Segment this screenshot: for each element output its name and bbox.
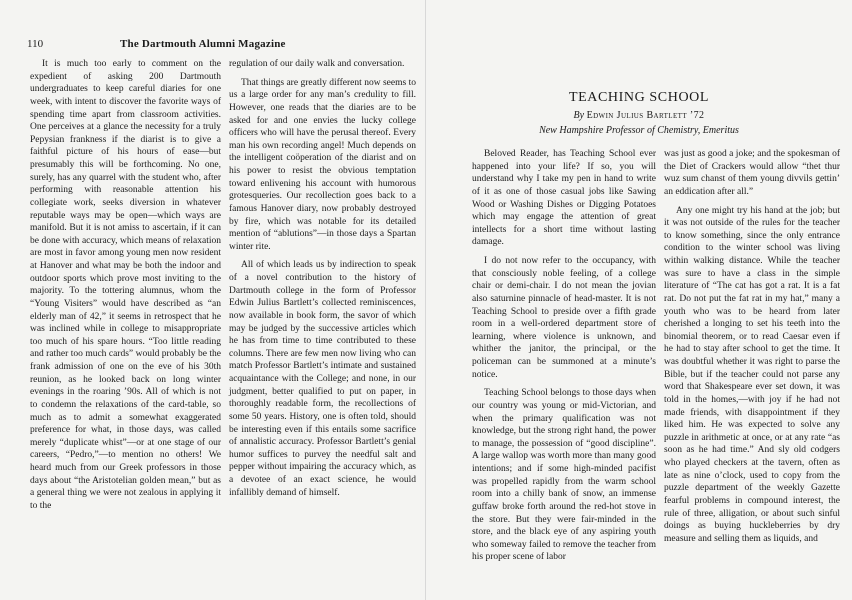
paragraph: That things are greatly different now seems to us a large order for any man’s credulity to fill. However, one reads that the diaries are to be asked for and one envies the lucky college officers who will have the perusal thereof. Every man his own recording angel! Much depends on the intelligent coöperation of the diarist and on his power to resist the obvious temptation toward enlivening his account with humorous grotesqueries. Our recollection goes back to a famous Hanover diary, now probably destroyed by fire, which was notable for its detailed mention of “ablutions”—in those days a Spartan winter rite. [229, 77, 416, 252]
paragraph: Any one might try his hand at the job; but it was not outside of the rules for the teacher to know something, since the only entrance condition to the winter school was living within walking distance. While the teacher was sure to have a class in the simple literature of “The cat has got a rat. It is a fat rat. Do not put the fat rat in my hat,” many a youth who was to be heard from later cherished a longing to set his teeth into the binomial theorem, or to read Caesar even if he had to stay after school to get the time. It was doubtful whether it was right to parse the Bible, but if the teacher could not parse any word that Shakespeare ever set down, it was told in the homes,—with joy if he had not made friends, with disappointment if they liked him. He was expected to solve any puzzle in arithmetic at once, or at any rate “as soon as he had time.” And sly old codgers who played checkers at the tavern, often as late as nine o’clock, used to copy from the puzzle department of the weekly Gazette fearful problems in compound interest, the rule of three, alligation, or about such sinful doings as buying huckleberries by dry measure and selling them as liquids, and [664, 205, 840, 544]
paragraph: Beloved Reader, has Teaching School ever happened into your life? If so, you will understand why I take my pen in hand to write of it as one of those casual jobs like Sawing Wood or Washing Dishes or Digging Potatoes which may engage the attention of great intellects for a short time without lasting damage. [472, 149, 656, 248]
paragraph: All of which leads us by indirection to speak of a novel contribution to the history of Dartmouth college in the form of Professor Edwin Julius Bartlett’s collected reminiscences, now available in book form, the savor of which may be judged by the successive articles which he has from time to time contributed to these columns. There are few men now living who can match Professor Bartlett’s intimate and sustained acquaintance with the College; and none, in our judgment, better qualified to put on paper, in thoroughly readable form, the recollections of some 50 years. History, one is often told, should be interesting even if this entails some sacrifice of annalistic accuracy. Professor Bartlett’s genial humor suffices to purvey the needful salt and pepper without impairing the accuracy which, as a devotee of an exact science, he would infallibly demand of himself. [229, 260, 416, 498]
left-column-2 [229, 58, 416, 499]
paragraph: was just as good a joke; and the spokesman of the Diet of Crackers would allow “thet thur wuz sum chanst of them young divvils gettin’ an eddication after all.” [664, 149, 840, 197]
left-page [0, 0, 425, 600]
right-column-2 [664, 148, 840, 545]
paragraph: It is much too early to comment on the expedient of asking 200 Dartmouth undergraduates to keep careful diaries for one week, with intent to discover the favorite ways of spending time apart from classroom activities. One perceives at a glance the necessity for a truly Pepysian frankness if the diarist is to give a faithful picture of his hours of ease—but presumably this will be forthcoming. No one, surely, has any quarrel with the student who, after performing with reasonable attention his collegiate work, seeks diversion in whatever reputable ways may be open—which ways are manifold. But it is not amiss to ascertain, if it can be done with accuracy, which means of relaxation are most in favor among young men now resident at Hanover and what may be both the indoor and outdoor sports which prove most inviting to the majority. To the tottering alumnus, whom the “Young Visiters” would have described as “an elderly man of 42,” it seems in retrospect that he was inclined while in college to misappropriate too much of his spare hours. “Too little reading and rather too much cards” would probably be the frank admission of one on the eve of his 30th reunion, as he looked back on long winter evenings in the roaring ’90s. All of which is not to condemn the relaxations of the card-table, so much as to admit a somewhat exaggerated preference for what, in those days, was called merely “duplicate whist”—or at one stage of our careers, “Pedro,”—to mention no others! We heard much from our Greek professors in those days about “the Aristotelian golden mean,” but as a general thing we were not zealous in applying it to the [30, 59, 221, 511]
paragraph: I do not now refer to the occupancy, with that consciously noble feeling, of a college chair or demi-chair. I do not mean the jovian also saturnine pinnacle of head-master. It is not Teaching School to preside over a fifth grade room in a well-ordered department store of learning, where violence is unknown, and whither the janitor, the principal, or the policeman can be summoned at a minute’s notice. [472, 256, 656, 380]
byline [426, 110, 852, 121]
paragraph: Teaching School belongs to those days when our country was young or mid-Victorian, and when the primary qualification was not knowledge, but the strong right hand, the power to manage, the possession of “good discipline”. A large wallop was worth more than many good intentions; and if some high-minded pacifist was propelled rapidly from the warm school room into a chilly bank of snow, an immense guffaw broke forth around the red-hot stove in the store. But they were fair-minded in the store, and the black eye of any aspiring youth who someway failed to remove the teacher from his proper scene of labor [472, 388, 656, 563]
byline-prefix: By [573, 110, 585, 121]
right-column-1 [472, 148, 656, 564]
author-affiliation: New Hampshire Professor of Chemistry, Emeritus [539, 125, 739, 136]
right-page [426, 0, 852, 600]
page-number: 110 [27, 38, 44, 50]
article-title: TEACHING SCHOOL [568, 90, 710, 105]
left-column-1 [30, 58, 221, 513]
paragraph: regulation of our daily walk and conversation. [229, 59, 405, 69]
author-name: Edwin Julius Bartlett ’72 [586, 110, 705, 121]
running-head: The Dartmouth Alumni Magazine [120, 38, 286, 50]
